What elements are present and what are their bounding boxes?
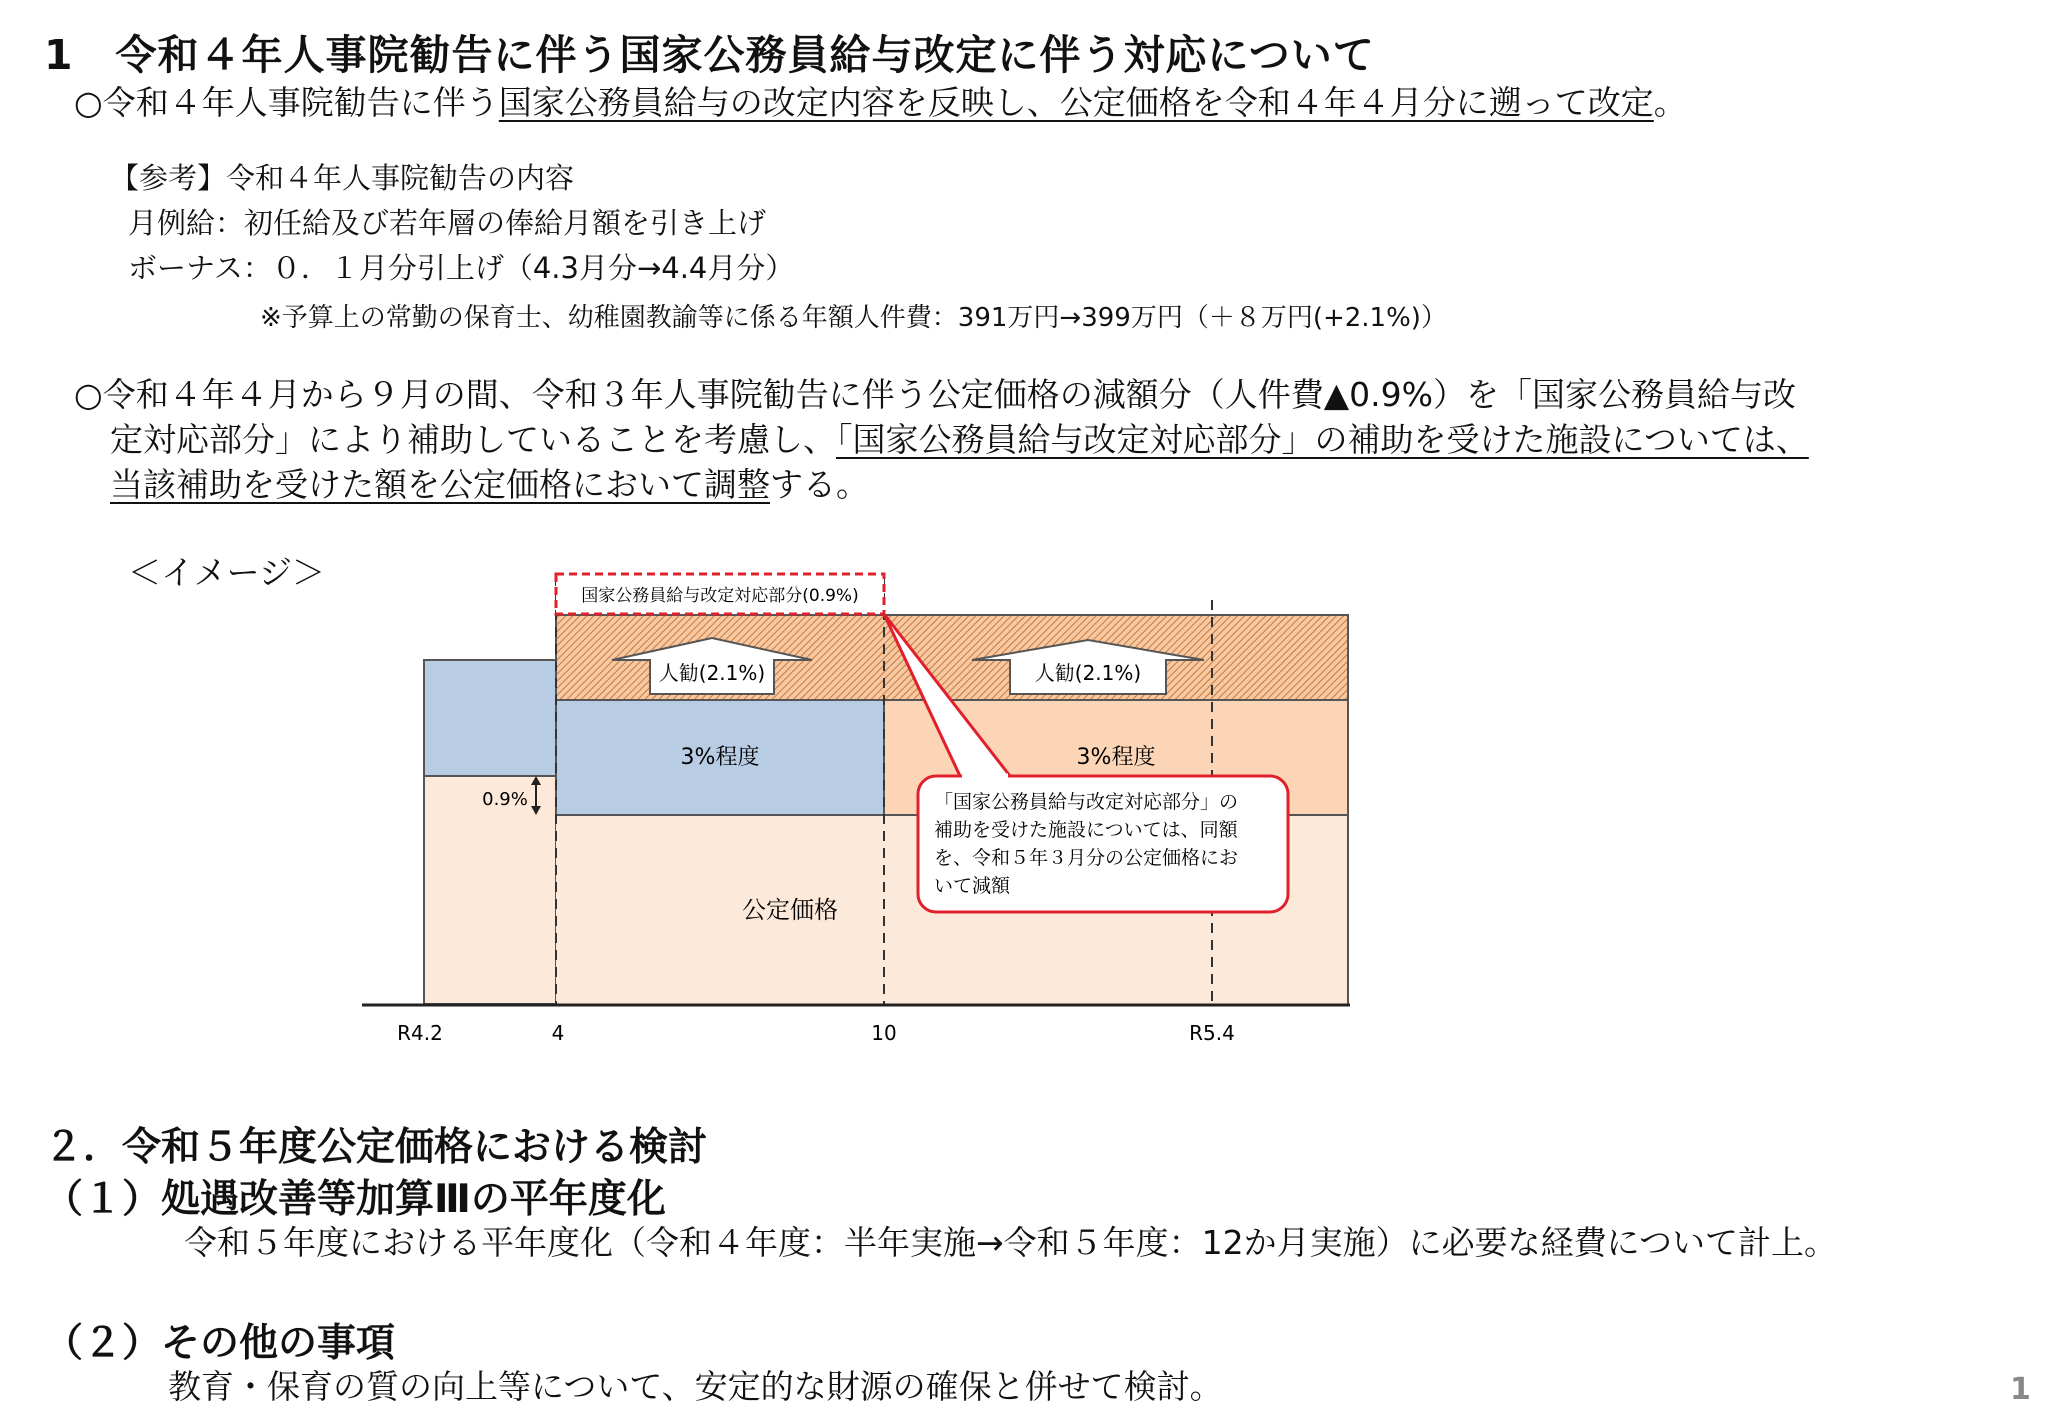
- x-tick-r42: R4.2: [397, 1021, 443, 1045]
- block1-label: 3%程度: [680, 745, 760, 770]
- reference-line1: 月例給：初任給及び若年層の俸給月額を引き上げ: [128, 206, 767, 240]
- base-label: 公定価格: [742, 896, 838, 924]
- arrow2-label: 人勧(2.1%): [1034, 661, 1142, 685]
- pre-blue-block: [424, 660, 556, 776]
- image-label: ＜イメージ＞: [128, 553, 326, 592]
- callout-line3: を、令和５年３月分の公定価格にお: [934, 847, 1239, 869]
- reference-line2: ボーナス：０．１月分引上げ（4.3月分→4.4月分）: [128, 251, 795, 285]
- x-tick-10: 10: [871, 1021, 897, 1045]
- para1-prefix: ○令和４年人事院勧告に伴う: [74, 83, 499, 122]
- x-tick-r54: R5.4: [1189, 1021, 1235, 1045]
- callout-line4: いて減額: [934, 875, 1011, 897]
- sub2-body: 教育・保育の質の向上等について、安定的な財源の確保と併せて検討。: [168, 1367, 1223, 1406]
- para2-line3-suffix: する。: [770, 465, 869, 504]
- para1-underlined: 国家公務員給与の改定内容を反映し、公定価格を令和４年４月分に遡って改定: [498, 83, 1654, 122]
- sub1-body: 令和５年度における平年度化（令和４年度：半年実施→令和５年度：12か月実施）に必要な経費について計上。: [184, 1223, 1837, 1262]
- para2-line2-plain: 定対応部分」により補助していることを考慮し、: [110, 420, 836, 459]
- section2-title: ２．令和５年度公定価格における検討: [44, 1125, 708, 1170]
- block2-label: 3%程度: [1076, 745, 1156, 770]
- page-number: 1: [2010, 1372, 2031, 1407]
- gap-label: 0.9%: [482, 789, 528, 810]
- para1-suffix: 。: [1653, 83, 1687, 122]
- sub1-title: （１）処遇改善等加算Ⅲの平年度化: [44, 1177, 666, 1222]
- para2-line3-underlined: 当該補助を受けた額を公定価格において調整: [110, 465, 770, 504]
- dashed-box-label: 国家公務員給与改定対応部分(0.9%): [581, 586, 859, 606]
- reference-heading: 【参考】令和４年人事院勧告の内容: [110, 161, 575, 195]
- x-tick-4: 4: [551, 1021, 565, 1045]
- reference-note: ※予算上の常勤の保育士、幼稚園教諭等に係る年額人件費：391万円→399万円（＋８万円(+2.1%)）: [260, 303, 1447, 333]
- arrow1-label: 人勧(2.1%): [658, 661, 766, 685]
- para2-line1: ○令和４年４月から９月の間、令和３年人事院勧告に伴う公定価格の減額分（人件費▲0.9%）を「国家公務員給与改: [74, 375, 1797, 414]
- callout-line2: 補助を受けた施設については、同額: [934, 819, 1238, 841]
- sub2-title: （２）その他の事項: [44, 1321, 396, 1366]
- callout-line1: 「国家公務員給与改定対応部分」の: [934, 791, 1239, 813]
- section1-title: 1 令和４年人事院勧告に伴う国家公務員給与改定に伴う対応について: [44, 31, 1375, 79]
- para2-line2-underlined: 「国家公務員給与改定対応部分」の補助を受けた施設については、: [836, 420, 1809, 459]
